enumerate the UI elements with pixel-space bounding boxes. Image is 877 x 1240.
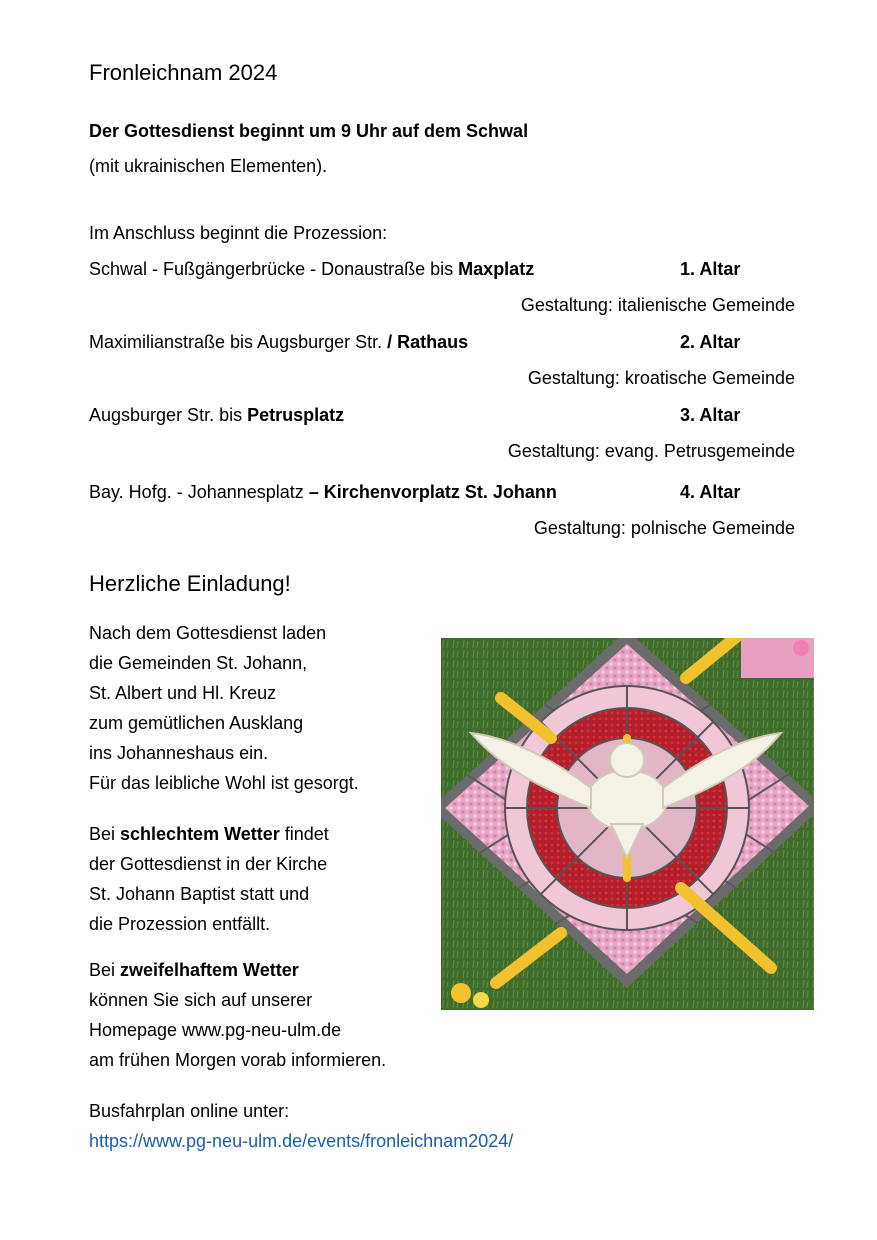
altar-design: Gestaltung: polnische Gemeinde: [533, 518, 795, 538]
bus-label: Busfahrplan online unter:: [89, 1101, 290, 1121]
bad-weather-line: St. Johann Baptist statt und: [89, 884, 310, 904]
station-destination: Petrusplatz: [247, 405, 345, 425]
station-route-text: Augsburger Str. bis: [89, 405, 248, 425]
invitation-heading: Herzliche Einladung!: [89, 571, 291, 596]
doubtful-weather-emphasis: zweifelhaftem Wetter: [120, 960, 299, 980]
altar-label: 3. Altar: [680, 405, 741, 425]
flower-carpet-dove-image: [441, 638, 814, 1010]
procession-intro: Im Anschluss beginnt die Prozession:: [89, 223, 388, 243]
invitation-line: Nach dem Gottesdienst laden: [89, 623, 327, 643]
flower-carpet-graphic: [441, 638, 814, 1010]
doubtful-weather-line: können Sie sich auf unserer: [89, 990, 313, 1010]
doubtful-weather-first-line: [89, 955, 386, 985]
station-destination: – Kirchenvorplatz St. Johann: [308, 482, 557, 502]
bad-weather-line: der Gottesdienst in der Kirche: [89, 854, 328, 874]
bad-weather-first-line: [89, 819, 329, 849]
station-route-text: Maximilianstraße bis Augsburger Str.: [89, 332, 388, 352]
bad-weather-emphasis: schlechtem Wetter: [120, 824, 280, 844]
station-route-text: Bay. Hofg. - Johannesplatz: [89, 482, 309, 502]
invitation-line: zum gemütlichen Ausklang: [89, 713, 304, 733]
doubtful-weather-prefix: Bei: [89, 960, 121, 980]
station-route-text: Schwal - Fußgängerbrücke - Donaustraße bis: [89, 259, 459, 279]
station-destination: Maxplatz: [458, 259, 535, 279]
service-line: Der Gottesdienst beginnt um 9 Uhr auf dem Schwal: [89, 121, 529, 141]
station-route: [89, 331, 468, 353]
bad-weather-text: [89, 819, 329, 939]
service-note: (mit ukrainischen Elementen).: [89, 156, 328, 176]
bus-schedule-link[interactable]: https://www.pg-neu-ulm.de/events/fronleichnam2024/: [89, 1131, 514, 1151]
doubtful-weather-line: am frühen Morgen vorab informieren.: [89, 1050, 387, 1070]
bad-weather-line: die Prozession entfällt.: [89, 914, 271, 934]
page-title: Fronleichnam 2024: [89, 60, 278, 85]
altar-design: Gestaltung: italienische Gemeinde: [520, 295, 795, 315]
invitation-line: ins Johanneshaus ein.: [89, 743, 269, 763]
station-destination: / Rathaus: [387, 332, 469, 352]
bus-section: [89, 1096, 513, 1156]
doubtful-weather-line: Homepage www.pg-neu-ulm.de: [89, 1020, 342, 1040]
bad-weather-prefix: Bei: [89, 824, 121, 844]
invitation-text: [89, 618, 359, 798]
invitation-line: St. Albert und Hl. Kreuz: [89, 683, 277, 703]
altar-design: Gestaltung: kroatische Gemeinde: [527, 368, 795, 388]
altar-label: 1. Altar: [680, 259, 741, 279]
station-route: [89, 481, 557, 503]
station-route: [89, 404, 344, 426]
altar-label: 4. Altar: [680, 482, 741, 502]
altar-label: 2. Altar: [680, 332, 741, 352]
invitation-line: Für das leibliche Wohl ist gesorgt.: [89, 773, 359, 793]
altar-design: Gestaltung: evang. Petrusgemeinde: [507, 441, 795, 461]
bad-weather-suffix: findet: [279, 824, 329, 844]
station-route: [89, 258, 534, 280]
invitation-line: die Gemeinden St. Johann,: [89, 653, 308, 673]
doubtful-weather-text: [89, 955, 386, 1075]
